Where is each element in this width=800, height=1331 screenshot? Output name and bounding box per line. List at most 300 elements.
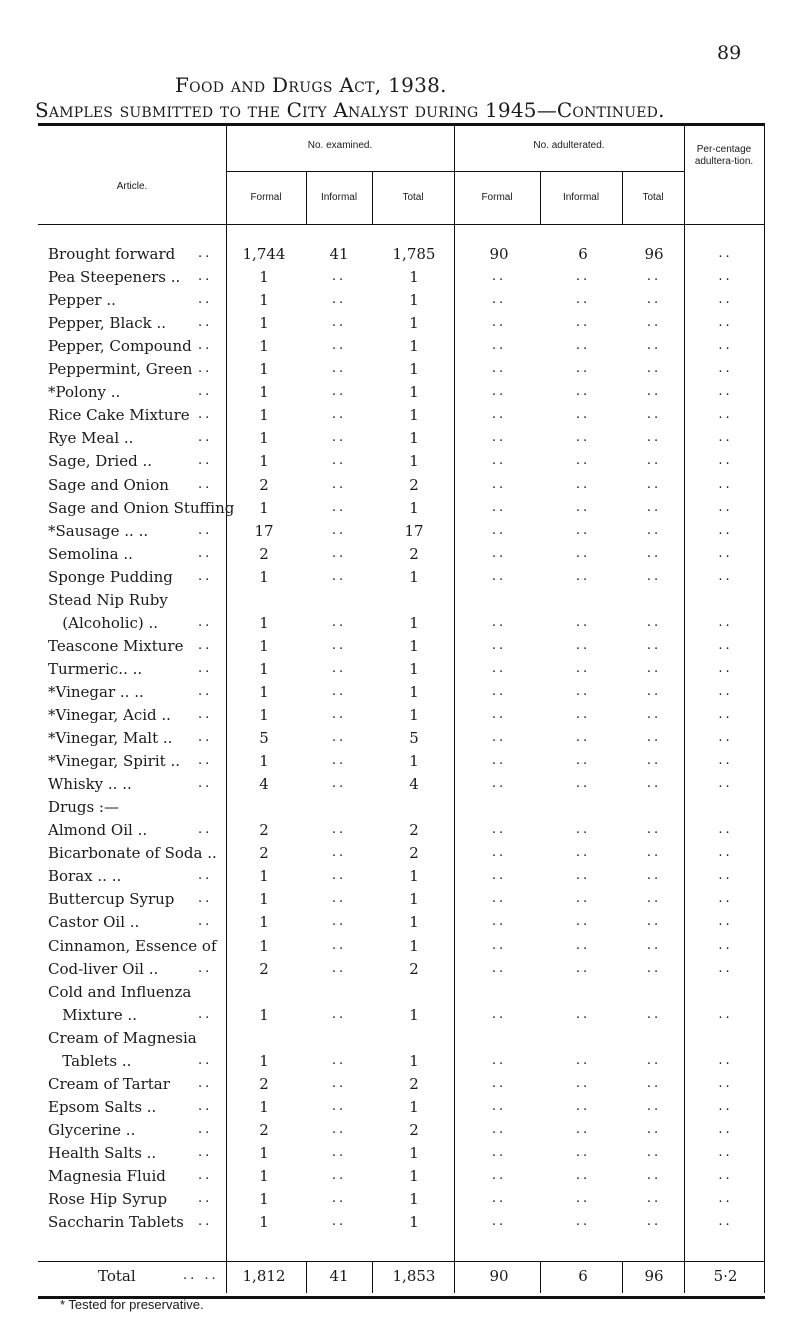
leader-dots: .. — [198, 683, 213, 699]
cell-adulterated-formal: .. — [491, 476, 507, 492]
cell-formal: 1 — [259, 1005, 269, 1024]
table-row — [38, 1189, 765, 1209]
cell-formal: 1 — [259, 682, 269, 701]
table-row — [38, 336, 765, 356]
cell-percentage: .. — [718, 269, 733, 285]
row-article: Cream of Magnesia — [48, 1028, 197, 1047]
cell-adulterated-total: .. — [646, 453, 662, 469]
cell-formal: 1 — [259, 567, 269, 586]
table-row — [38, 244, 765, 264]
cell-adulterated-total: .. — [646, 499, 662, 515]
cell-adulterated-total: .. — [646, 707, 662, 722]
cell-adulterated-informal: .. — [575, 614, 591, 630]
table-row — [38, 1166, 765, 1186]
cell-informal: .. — [331, 1052, 347, 1068]
cell-total: 1 — [409, 268, 419, 287]
cell-adulterated-informal: .. — [575, 292, 591, 308]
cell-total: 1,785 — [392, 245, 436, 263]
header-article: Article. — [116, 181, 148, 192]
cell-adulterated-total: .. — [646, 545, 662, 561]
cell-adulterated-informal: .. — [575, 776, 591, 792]
cell-formal: 1 — [259, 268, 269, 287]
cell-formal: 1 — [259, 867, 269, 886]
row-article: Buttercup Syrup — [48, 890, 175, 909]
row-article: Rye Meal .. — [48, 429, 134, 448]
cell-percentage: .. — [718, 545, 733, 561]
cell-informal: .. — [331, 315, 347, 331]
table-row — [38, 313, 765, 333]
table-row — [38, 1074, 765, 1094]
cell-adulterated-formal: .. — [491, 776, 507, 792]
cell-informal: .. — [331, 430, 347, 446]
cell-total: 1 — [409, 1005, 419, 1024]
cell-informal: .. — [331, 937, 347, 953]
cell-percentage: .. — [718, 891, 733, 907]
cell-adulterated-formal: .. — [491, 845, 507, 861]
table-row — [38, 682, 765, 702]
table-row — [38, 636, 765, 656]
cell-percentage: .. — [718, 614, 733, 630]
cell-percentage: .. — [718, 453, 733, 469]
cell-total: 2 — [409, 1120, 419, 1139]
cell-total: 2 — [409, 959, 419, 978]
cell-total: 1 — [409, 913, 419, 932]
table-row — [38, 774, 765, 794]
cell-adulterated-informal: .. — [575, 1006, 591, 1022]
total-row — [38, 1266, 765, 1286]
cell-informal: .. — [331, 730, 347, 746]
leader-dots: .. — [198, 430, 213, 446]
cell-adulterated-formal: .. — [491, 937, 507, 953]
cell-total: 2 — [409, 475, 419, 494]
cell-adulterated-total: .. — [646, 384, 662, 400]
leader-dots: .. — [198, 522, 213, 538]
cell-adulterated-informal: .. — [575, 384, 591, 400]
cell-adulterated-informal: .. — [575, 1191, 591, 1207]
leader-dots: .. — [198, 1168, 213, 1183]
cell-formal: 5 — [259, 729, 269, 748]
table-row — [38, 590, 765, 610]
table-row — [38, 359, 765, 379]
cell-informal: .. — [331, 361, 347, 377]
header-formal: Formal — [250, 192, 282, 203]
cell-informal: .. — [331, 1098, 347, 1114]
header-formal-adulterated: Formal — [481, 192, 513, 203]
cell-adulterated-total: .. — [646, 822, 662, 838]
cell-total: 1 — [409, 1167, 419, 1185]
total-formal: 1,812 — [242, 1267, 286, 1285]
cell-adulterated-formal: .. — [491, 660, 507, 676]
cell-adulterated-informal: .. — [575, 845, 591, 861]
cell-adulterated-informal: .. — [575, 891, 591, 907]
row-article: Cold and Influenza — [48, 982, 192, 1001]
cell-informal: .. — [331, 707, 347, 722]
cell-formal: 2 — [259, 1074, 269, 1093]
table-row — [38, 889, 765, 909]
cell-adulterated-total: .. — [646, 315, 662, 331]
cell-formal: 2 — [259, 475, 269, 494]
cell-adulterated-formal: .. — [491, 1191, 507, 1207]
leader-dots: .. — [198, 384, 213, 400]
cell-informal: .. — [331, 753, 347, 769]
row-article: Turmeric.. .. — [48, 659, 143, 678]
cell-adulterated-informal: .. — [575, 407, 591, 423]
leader-dots: .. — [198, 568, 213, 584]
cell-formal: 2 — [259, 959, 269, 978]
cell-informal: .. — [331, 384, 347, 400]
cell-percentage: .. — [718, 683, 733, 699]
cell-adulterated-informal: .. — [575, 476, 591, 492]
cell-total: 1 — [409, 1097, 419, 1116]
cell-adulterated-total: .. — [646, 914, 662, 930]
cell-formal: 1 — [259, 613, 269, 632]
cell-percentage: .. — [718, 730, 733, 746]
cell-adulterated-formal: .. — [491, 545, 507, 561]
cell-adulterated-informal: .. — [575, 499, 591, 515]
cell-percentage: .. — [718, 1214, 733, 1230]
cell-percentage: .. — [718, 315, 733, 331]
leader-dots: .. — [198, 292, 213, 308]
cell-adulterated-total: .. — [646, 476, 662, 492]
cell-adulterated-informal: .. — [575, 1144, 591, 1160]
cell-adulterated-formal: .. — [491, 1168, 507, 1183]
cell-total: 1 — [409, 567, 419, 586]
cell-adulterated-formal: 90 — [489, 245, 509, 263]
leader-dots: .. — [198, 545, 213, 561]
cell-adulterated-informal: .. — [575, 660, 591, 676]
cell-adulterated-total: .. — [646, 1098, 662, 1114]
cell-total: 2 — [409, 544, 419, 563]
cell-adulterated-total: .. — [646, 637, 662, 653]
row-article: Cream of Tartar — [48, 1074, 170, 1093]
leader-dots: .. — [198, 1191, 213, 1207]
leader-dots: .. — [198, 1075, 213, 1091]
cell-informal: .. — [331, 1214, 347, 1230]
table-row — [38, 1120, 765, 1140]
row-article: Glycerine .. — [48, 1120, 141, 1139]
table-row — [38, 428, 765, 448]
table-row — [38, 912, 765, 932]
cell-adulterated-informal: .. — [575, 937, 591, 953]
leader-dots: .. .. — [183, 1268, 219, 1283]
row-article: Rice Cake Mixture — [48, 406, 190, 425]
row-article: Sage and Onion Stuffing — [48, 498, 235, 517]
cell-formal: 2 — [259, 821, 269, 840]
row-article: Sage, Dried .. — [48, 452, 153, 471]
table-row — [38, 613, 765, 633]
cell-total: 1 — [409, 1051, 419, 1070]
leader-dots: .. — [198, 730, 213, 746]
table-row — [38, 475, 765, 495]
total-informal: 41 — [329, 1267, 349, 1285]
cell-formal: 1 — [259, 314, 269, 333]
cell-adulterated-informal: .. — [575, 545, 591, 561]
leader-dots: .. — [198, 1052, 213, 1068]
cell-adulterated-informal: .. — [575, 1168, 591, 1183]
cell-informal: .. — [331, 845, 347, 861]
cell-adulterated-total: .. — [646, 1052, 662, 1068]
row-article: Tablets .. — [48, 1051, 132, 1070]
cell-percentage: .. — [718, 822, 733, 838]
cell-adulterated-informal: .. — [575, 1214, 591, 1230]
cell-total: 1 — [409, 452, 419, 471]
cell-total: 1 — [409, 752, 419, 771]
cell-percentage: .. — [718, 292, 733, 308]
cell-adulterated-informal: .. — [575, 730, 591, 746]
header-adulterated: No. adulterated. — [533, 140, 605, 151]
table-row — [38, 290, 765, 310]
cell-total: 1 — [409, 429, 419, 448]
leader-dots: .. — [198, 1006, 213, 1022]
row-article: Semolina .. — [48, 544, 138, 563]
row-article: Brought forward — [48, 245, 176, 263]
cell-total: 1 — [409, 682, 419, 701]
cell-informal: .. — [331, 1121, 347, 1137]
cell-adulterated-formal: .. — [491, 361, 507, 377]
cell-informal: .. — [331, 1191, 347, 1207]
cell-adulterated-informal: .. — [575, 315, 591, 331]
cell-adulterated-informal: .. — [575, 1052, 591, 1068]
cell-informal: .. — [331, 269, 347, 285]
table-row — [38, 382, 765, 402]
row-article: Almond Oil .. — [48, 821, 148, 840]
row-article: *Vinegar, Acid .. — [48, 706, 171, 724]
cell-adulterated-informal: .. — [575, 361, 591, 377]
row-article: Drugs :— — [48, 798, 119, 817]
cell-total: 1 — [409, 936, 419, 955]
cell-adulterated-formal: .. — [491, 522, 507, 538]
cell-informal: .. — [331, 637, 347, 653]
cell-formal: 1 — [259, 890, 269, 909]
table-row — [38, 982, 765, 1002]
cell-percentage: .. — [718, 384, 733, 400]
footnote: * Tested for preservative. — [60, 1297, 204, 1312]
table-row — [38, 451, 765, 471]
row-article: Peppermint, Green — [48, 360, 193, 379]
leader-dots: .. — [198, 476, 213, 492]
total-percentage: 5·2 — [713, 1267, 738, 1285]
cell-adulterated-formal: .. — [491, 453, 507, 469]
cell-adulterated-formal: .. — [491, 269, 507, 285]
cell-total: 1 — [409, 1143, 419, 1162]
cell-adulterated-formal: .. — [491, 753, 507, 769]
cell-adulterated-formal: .. — [491, 1098, 507, 1114]
cell-adulterated-total: .. — [646, 683, 662, 699]
cell-adulterated-informal: .. — [575, 522, 591, 538]
cell-formal: 1 — [259, 498, 269, 517]
cell-formal: 2 — [259, 1120, 269, 1139]
cell-adulterated-informal: .. — [575, 753, 591, 769]
cell-adulterated-informal: .. — [575, 1075, 591, 1091]
cell-percentage: .. — [718, 1075, 733, 1091]
cell-total: 4 — [409, 775, 419, 794]
cell-informal: .. — [331, 1168, 347, 1183]
cell-formal: 1 — [259, 429, 269, 448]
cell-informal: .. — [331, 1075, 347, 1091]
cell-total: 1 — [409, 867, 419, 886]
cell-total: 17 — [404, 521, 424, 540]
row-article: Mixture .. — [48, 1005, 137, 1024]
row-article: Rose Hip Syrup — [48, 1190, 168, 1209]
row-article: Castor Oil .. — [48, 913, 140, 932]
cell-adulterated-total: .. — [646, 1214, 662, 1230]
cell-percentage: .. — [718, 568, 733, 584]
cell-adulterated-formal: .. — [491, 407, 507, 423]
leader-dots: .. — [198, 269, 213, 285]
cell-percentage: .. — [718, 1191, 733, 1207]
row-article: *Sausage .. .. — [48, 521, 149, 540]
cell-adulterated-formal: .. — [491, 707, 507, 722]
cell-formal: 1 — [259, 406, 269, 425]
table-row — [38, 521, 765, 541]
cell-adulterated-total: .. — [646, 937, 662, 953]
cell-adulterated-total: .. — [646, 891, 662, 907]
cell-adulterated-informal: .. — [575, 637, 591, 653]
leader-dots: .. — [198, 453, 213, 469]
total-adulterated-formal: 90 — [489, 1267, 509, 1285]
cell-formal: 1 — [259, 1051, 269, 1070]
cell-adulterated-formal: .. — [491, 1006, 507, 1022]
cell-informal: .. — [331, 1006, 347, 1022]
cell-adulterated-formal: .. — [491, 822, 507, 838]
row-article: *Polony .. — [48, 383, 121, 402]
row-article: Pepper .. — [48, 291, 116, 310]
header-total: Total — [402, 192, 424, 203]
cell-formal: 1 — [259, 1190, 269, 1209]
leader-dots: .. — [198, 1121, 213, 1137]
row-article: Magnesia Fluid — [48, 1167, 166, 1185]
row-article: Cinnamon, Essence of — [48, 936, 217, 955]
table-row — [38, 405, 765, 425]
row-article: Cod-liver Oil .. — [48, 959, 159, 978]
cell-informal: .. — [331, 476, 347, 492]
cell-total: 1 — [409, 1213, 419, 1232]
table-row — [38, 1143, 765, 1163]
cell-informal: .. — [331, 568, 347, 584]
row-article: Borax .. .. — [48, 867, 122, 886]
cell-adulterated-total: 96 — [644, 245, 664, 263]
leader-dots: .. — [198, 637, 213, 653]
cell-adulterated-total: .. — [646, 430, 662, 446]
cell-percentage: .. — [718, 660, 733, 676]
cell-percentage: .. — [718, 499, 733, 515]
row-article: Saccharin Tablets — [48, 1213, 184, 1232]
table-row — [38, 659, 765, 679]
cell-total: 2 — [409, 1074, 419, 1093]
cell-adulterated-total: .. — [646, 845, 662, 861]
cell-informal: .. — [331, 338, 347, 354]
table-row — [38, 705, 765, 725]
total-total: 1,853 — [392, 1267, 436, 1285]
cell-formal: 2 — [259, 544, 269, 563]
cell-adulterated-informal: .. — [575, 269, 591, 285]
cell-adulterated-formal: .. — [491, 960, 507, 976]
cell-total: 2 — [409, 821, 419, 840]
table-row — [38, 1028, 765, 1048]
page-title: Food and Drugs Act, 1938. — [175, 73, 447, 97]
cell-adulterated-total: .. — [646, 522, 662, 538]
total-label: Total — [98, 1267, 136, 1285]
leader-dots: .. — [198, 246, 213, 261]
cell-adulterated-informal: .. — [575, 868, 591, 884]
cell-informal: 41 — [329, 245, 349, 263]
cell-formal: 1 — [259, 452, 269, 471]
total-adulterated-informal: 6 — [578, 1267, 588, 1285]
cell-informal: .. — [331, 499, 347, 515]
cell-percentage: .. — [718, 960, 733, 976]
row-article: *Vinegar, Spirit .. — [48, 752, 180, 771]
cell-adulterated-formal: .. — [491, 868, 507, 884]
cell-informal: .. — [331, 1144, 347, 1160]
table-caption: Samples submitted to the City Analyst during 1945—Continued. — [35, 98, 665, 122]
table-row — [38, 728, 765, 748]
leader-dots: .. — [198, 407, 213, 423]
leader-dots: .. — [198, 776, 213, 792]
cell-adulterated-formal: .. — [491, 1144, 507, 1160]
cell-percentage: .. — [718, 430, 733, 446]
leader-dots: .. — [198, 707, 213, 722]
cell-adulterated-formal: .. — [491, 315, 507, 331]
cell-total: 1 — [409, 314, 419, 333]
cell-adulterated-informal: .. — [575, 1098, 591, 1114]
cell-total: 1 — [409, 706, 419, 724]
cell-adulterated-formal: .. — [491, 614, 507, 630]
cell-formal: 1,744 — [242, 245, 286, 263]
cell-adulterated-informal: .. — [575, 430, 591, 446]
cell-percentage: .. — [718, 338, 733, 354]
leader-dots: .. — [198, 338, 213, 354]
cell-percentage: .. — [718, 776, 733, 792]
leader-dots: .. — [198, 614, 213, 630]
cell-percentage: .. — [718, 1168, 733, 1183]
cell-informal: .. — [331, 545, 347, 561]
cell-adulterated-informal: .. — [575, 707, 591, 722]
cell-total: 1 — [409, 360, 419, 379]
cell-percentage: .. — [718, 476, 733, 492]
table-row — [38, 797, 765, 817]
table-row — [38, 267, 765, 287]
header-rule — [38, 224, 765, 225]
cell-adulterated-total: .. — [646, 1075, 662, 1091]
cell-adulterated-formal: .. — [491, 730, 507, 746]
row-article: Teascone Mixture — [48, 636, 184, 655]
cell-total: 1 — [409, 291, 419, 310]
cell-adulterated-formal: .. — [491, 1214, 507, 1230]
cell-adulterated-total: .. — [646, 614, 662, 630]
cell-total: 1 — [409, 406, 419, 425]
cell-adulterated-formal: .. — [491, 292, 507, 308]
cell-percentage: .. — [718, 845, 733, 861]
cell-adulterated-formal: .. — [491, 1052, 507, 1068]
cell-adulterated-informal: .. — [575, 453, 591, 469]
table-row — [38, 866, 765, 886]
cell-adulterated-formal: .. — [491, 637, 507, 653]
cell-percentage: .. — [718, 868, 733, 884]
cell-informal: .. — [331, 292, 347, 308]
cell-percentage: .. — [718, 361, 733, 377]
cell-adulterated-total: .. — [646, 292, 662, 308]
cell-total: 1 — [409, 1190, 419, 1209]
cell-adulterated-informal: .. — [575, 914, 591, 930]
row-article: Epsom Salts .. — [48, 1097, 157, 1116]
cell-adulterated-formal: .. — [491, 499, 507, 515]
leader-dots: .. — [198, 1214, 213, 1230]
cell-formal: 1 — [259, 1167, 269, 1185]
row-article: Sage and Onion — [48, 475, 169, 494]
leader-dots: .. — [198, 868, 213, 884]
cell-informal: .. — [331, 891, 347, 907]
cell-adulterated-informal: .. — [575, 822, 591, 838]
